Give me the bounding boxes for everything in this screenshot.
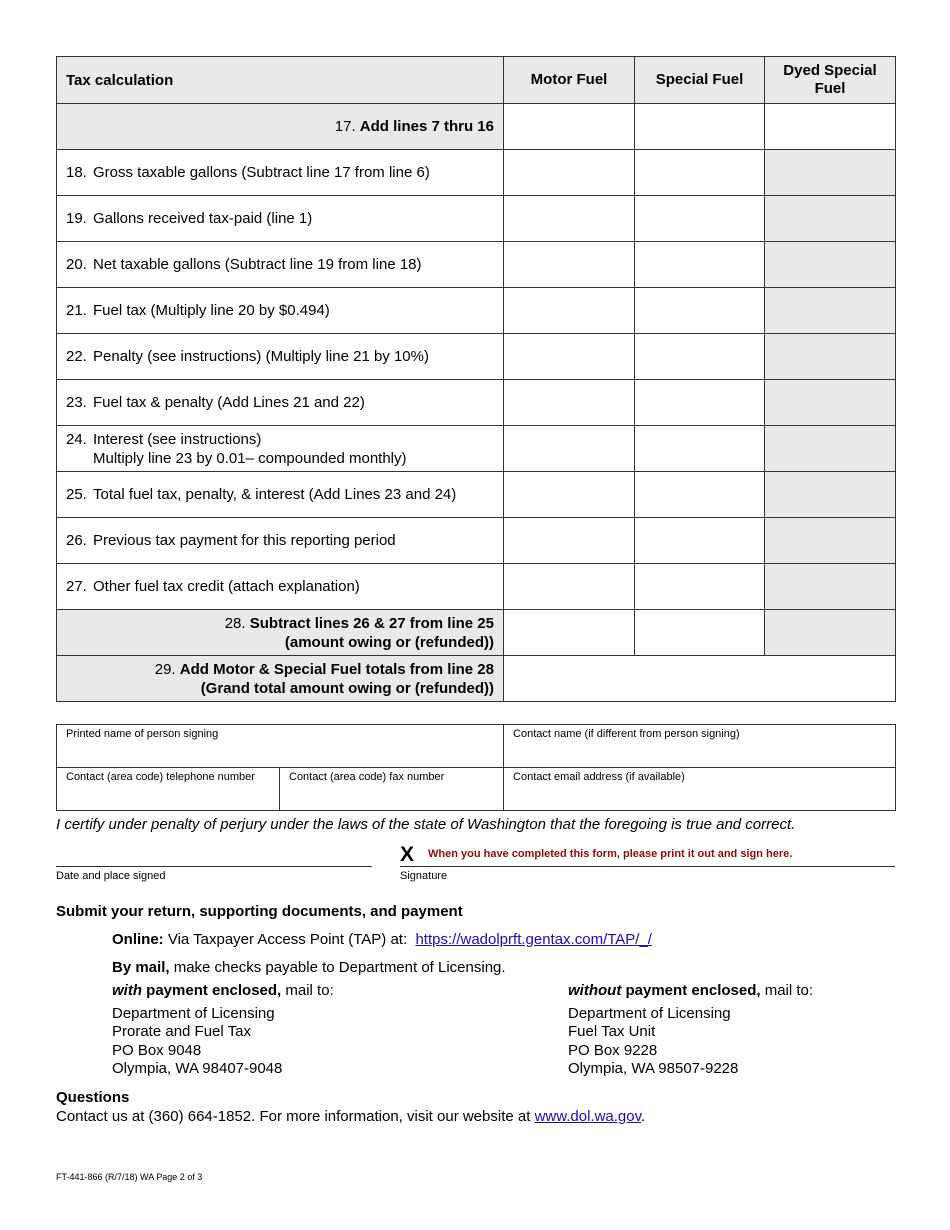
table-row-17: [57, 104, 896, 150]
special-fuel-input[interactable]: [635, 564, 765, 610]
dyed-fuel-disabled: [765, 288, 896, 334]
line-17-label: 17. Add lines 7 thru 16: [57, 104, 504, 150]
line-28-label: 28. Subtract lines 26 & 27 from line 25 (amount owing or (refunded)): [57, 610, 504, 656]
sign-here-note: When you have completed this form, please print it out and sign here.: [428, 848, 793, 860]
motor-fuel-input[interactable]: [504, 472, 635, 518]
row-label: 23. Fuel tax & penalty (Add Lines 21 and 22): [57, 380, 504, 426]
special-fuel-input[interactable]: [635, 288, 765, 334]
row-label: 27. Other fuel tax credit (attach explanation): [57, 564, 504, 610]
motor-fuel-input[interactable]: [504, 150, 635, 196]
table-row: [57, 288, 896, 334]
line-17-dyed-input[interactable]: [765, 104, 896, 150]
motor-fuel-input[interactable]: [504, 380, 635, 426]
table-row: [57, 518, 896, 564]
dyed-fuel-disabled: [765, 242, 896, 288]
dyed-fuel-disabled: [765, 518, 896, 564]
row-label: 20. Net taxable gallons (Subtract line 19 from line 18): [57, 242, 504, 288]
motor-fuel-input[interactable]: [504, 242, 635, 288]
table-rows: [57, 150, 896, 610]
header-tax-calculation: Tax calculation: [57, 57, 504, 104]
telephone-field[interactable]: Contact (area code) telephone number: [57, 768, 280, 811]
row-label: 25. Total fuel tax, penalty, & interest (Add Lines 23 and 24): [57, 472, 504, 518]
table-row: [57, 150, 896, 196]
certification-statement: I certify under penalty of perjury under the laws of the state of Washington that the foregoing is true and correct.: [56, 816, 796, 833]
with-payment-address: with payment enclosed, mail to: Department of Licensing Prorate and Fuel Tax PO Box 9048 Olympia, WA 98407-9048: [112, 982, 334, 1077]
line-17-special-input[interactable]: [635, 104, 765, 150]
dyed-fuel-disabled: [765, 380, 896, 426]
special-fuel-input[interactable]: [635, 334, 765, 380]
tap-link[interactable]: https://wadolprft.gentax.com/TAP/_/: [415, 931, 652, 948]
printed-name-field[interactable]: Printed name of person signing: [57, 725, 504, 768]
row-label: 24. Interest (see instructions) Multiply line 23 by 0.01– compounded monthly): [57, 426, 504, 472]
line-28-motor-input[interactable]: [504, 610, 635, 656]
special-fuel-input[interactable]: [635, 472, 765, 518]
tax-calculation-table: [56, 56, 896, 702]
dyed-fuel-disabled: [765, 150, 896, 196]
motor-fuel-input[interactable]: [504, 334, 635, 380]
special-fuel-input[interactable]: [635, 426, 765, 472]
special-fuel-input[interactable]: [635, 518, 765, 564]
table-row-29: [57, 656, 896, 702]
contact-info-table: [56, 724, 896, 811]
motor-fuel-input[interactable]: [504, 518, 635, 564]
line-28-special-input[interactable]: [635, 610, 765, 656]
signature-label: Signature: [400, 870, 448, 882]
row-label: 21. Fuel tax (Multiply line 20 by $0.494): [57, 288, 504, 334]
special-fuel-input[interactable]: [635, 196, 765, 242]
header-motor-fuel: Motor Fuel: [504, 57, 635, 104]
questions-text: Contact us at (360) 664-1852. For more information, visit our website at www.dol.wa.gov.: [56, 1108, 646, 1125]
row-label: 22. Penalty (see instructions) (Multiply line 21 by 10%): [57, 334, 504, 380]
motor-fuel-input[interactable]: [504, 196, 635, 242]
signature-x-icon: X: [400, 843, 415, 866]
motor-fuel-input[interactable]: [504, 426, 635, 472]
table-row: [57, 564, 896, 610]
form-footer: FT-441-866 (R/7/18) WA Page 2 of 3: [56, 1172, 203, 1182]
special-fuel-input[interactable]: [635, 150, 765, 196]
by-mail-instructions: By mail, make checks payable to Department of Licensing.: [112, 959, 506, 976]
row-label: 18. Gross taxable gallons (Subtract line 17 from line 6): [57, 150, 504, 196]
fax-field[interactable]: Contact (area code) fax number: [280, 768, 504, 811]
date-signature-line[interactable]: [56, 866, 372, 867]
header-special-fuel: Special Fuel: [635, 57, 765, 104]
dyed-fuel-disabled: [765, 472, 896, 518]
motor-fuel-input[interactable]: [504, 288, 635, 334]
dyed-fuel-disabled: [765, 426, 896, 472]
signature-line[interactable]: [400, 866, 895, 867]
date-place-label: Date and place signed: [56, 870, 166, 882]
row-label: 19. Gallons received tax-paid (line 1): [57, 196, 504, 242]
line-29-total-input[interactable]: [504, 656, 896, 702]
line-28-dyed-disabled: [765, 610, 896, 656]
online-submission: Online: Via Taxpayer Access Point (TAP) at: https://wadolprft.gentax.com/TAP/_/: [112, 931, 652, 948]
table-row: [57, 334, 896, 380]
dyed-fuel-disabled: [765, 334, 896, 380]
table-row: [57, 196, 896, 242]
line-17-motor-input[interactable]: [504, 104, 635, 150]
table-row: [57, 242, 896, 288]
submit-heading: Submit your return, supporting documents, and payment: [56, 903, 463, 920]
table-row: [57, 426, 896, 472]
motor-fuel-input[interactable]: [504, 564, 635, 610]
table-header-row: [57, 57, 896, 104]
contact-name-field[interactable]: Contact name (if different from person signing): [504, 725, 896, 768]
line-29-label: 29. Add Motor & Special Fuel totals from line 28 (Grand total amount owing or (refunded)): [57, 656, 504, 702]
email-field[interactable]: Contact email address (if available): [504, 768, 896, 811]
special-fuel-input[interactable]: [635, 242, 765, 288]
table-row-28: [57, 610, 896, 656]
dyed-fuel-disabled: [765, 196, 896, 242]
special-fuel-input[interactable]: [635, 380, 765, 426]
questions-heading: Questions: [56, 1089, 130, 1106]
without-payment-address: without payment enclosed, mail to: Department of Licensing Fuel Tax Unit PO Box 9228 Olympia, WA 98507-9228: [568, 982, 814, 1077]
table-row: [57, 380, 896, 426]
header-dyed-special-fuel: Dyed Special Fuel: [765, 57, 896, 104]
dol-website-link[interactable]: www.dol.wa.gov: [534, 1108, 641, 1125]
table-row: [57, 472, 896, 518]
dyed-fuel-disabled: [765, 564, 896, 610]
row-label: 26. Previous tax payment for this reporting period: [57, 518, 504, 564]
